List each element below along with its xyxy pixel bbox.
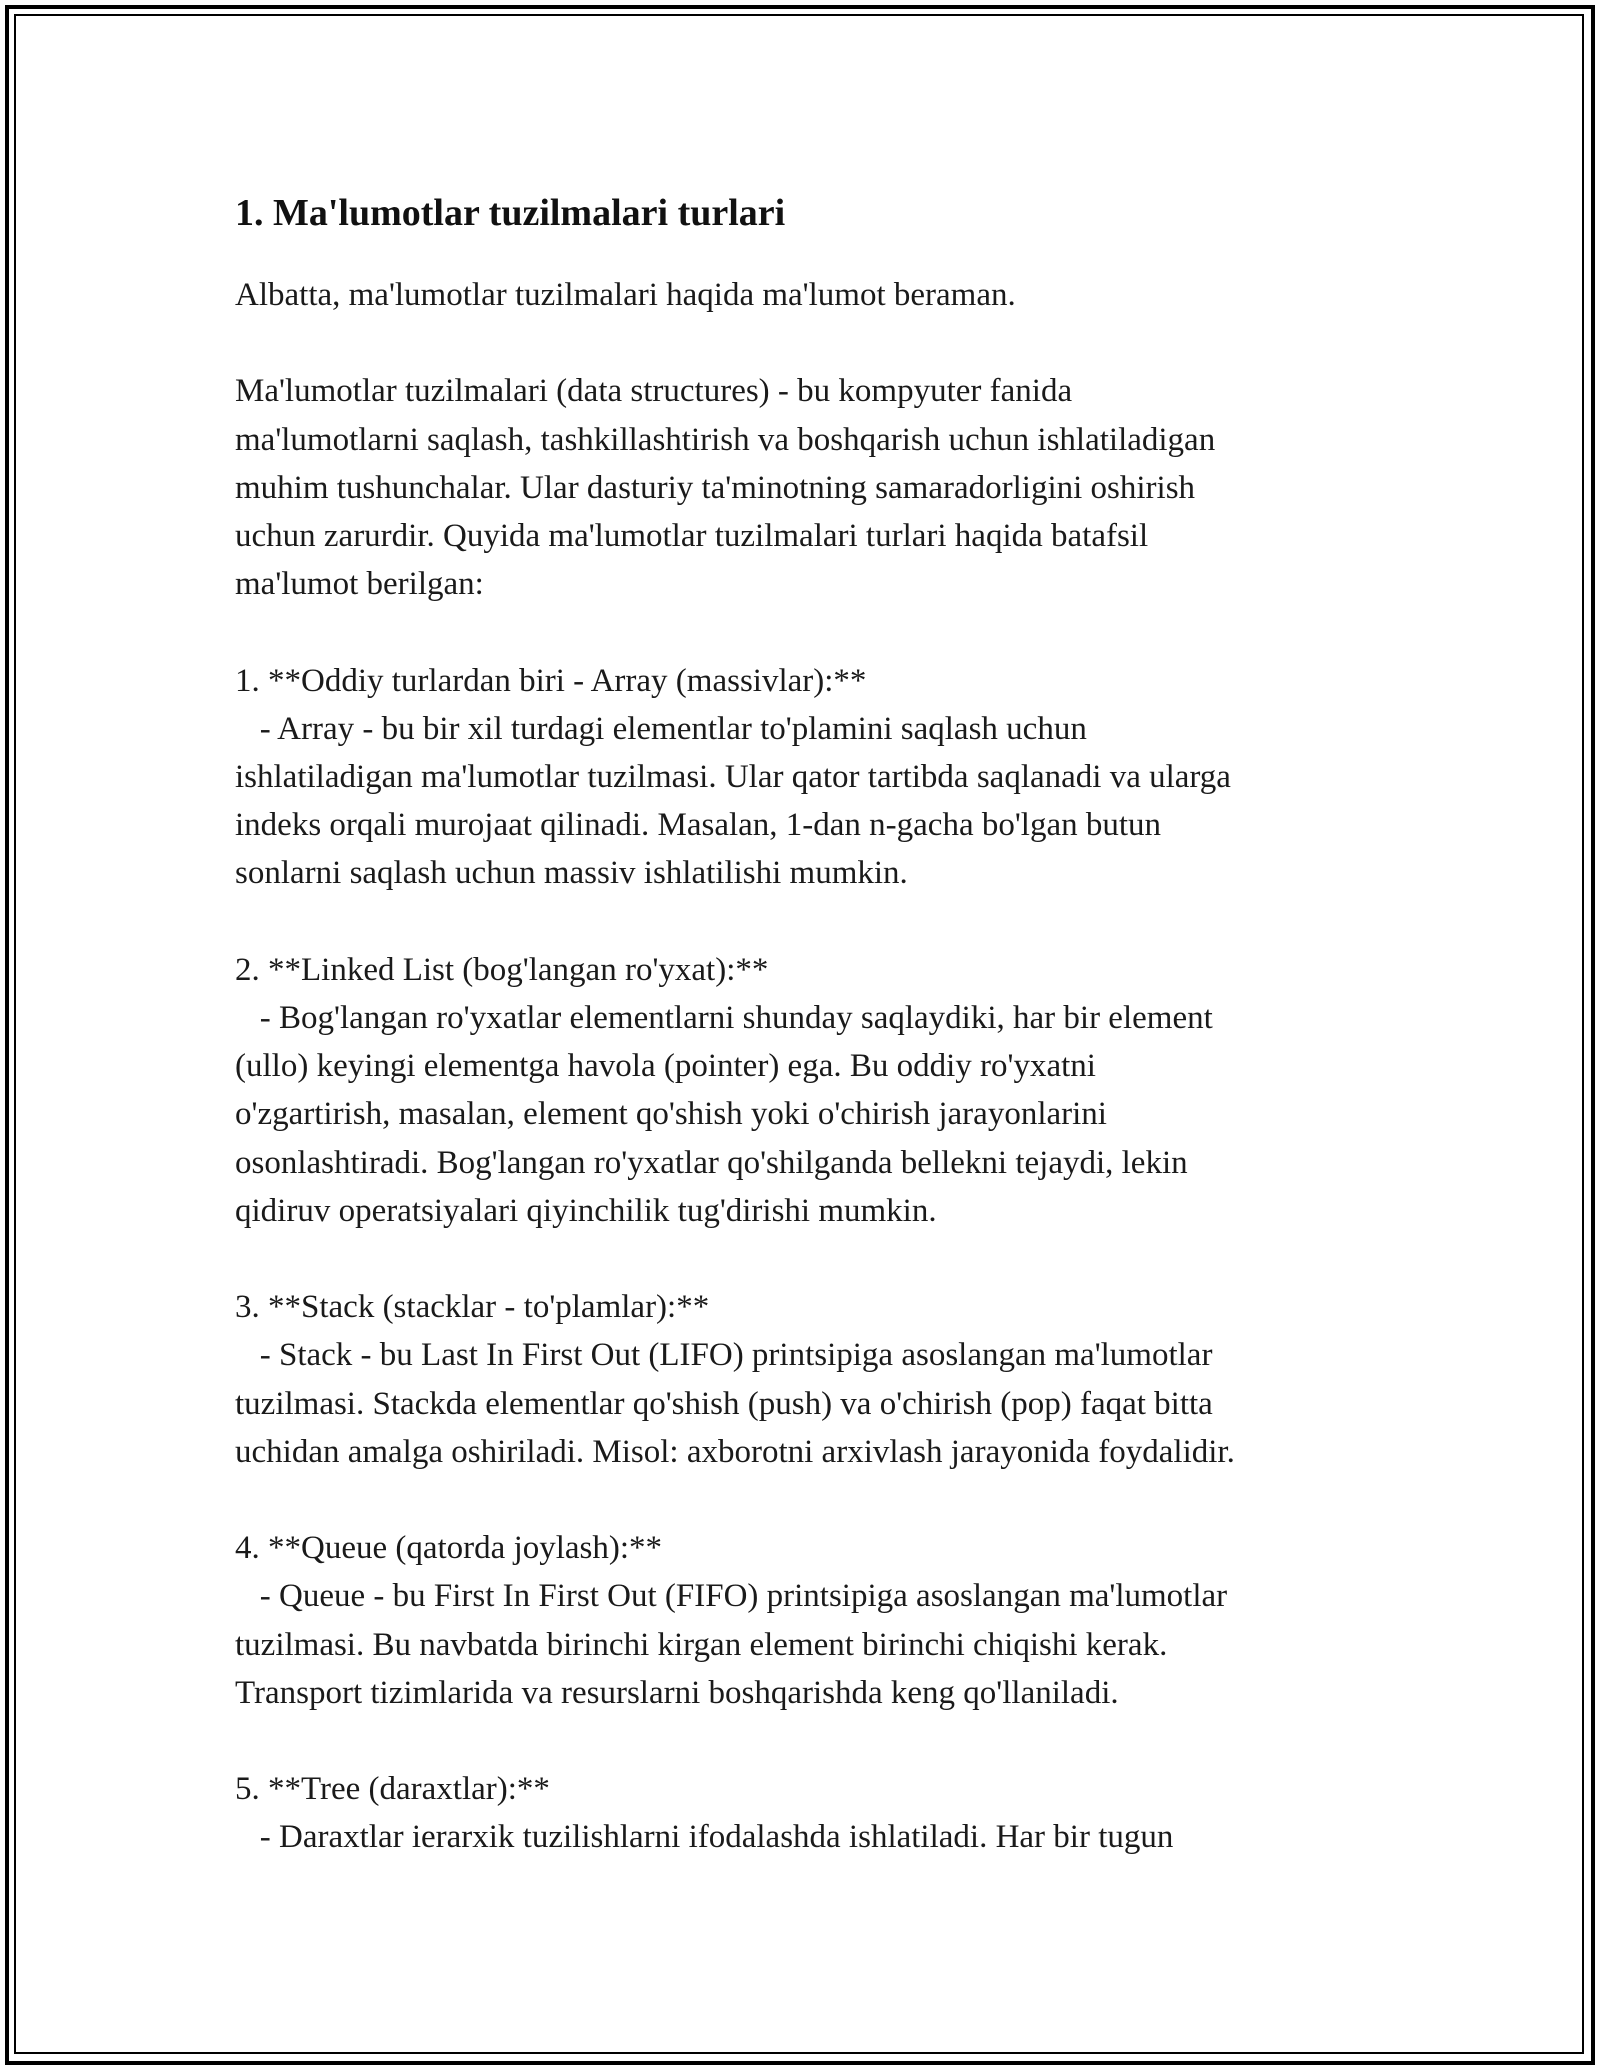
list-item-stack — [235, 1283, 1375, 1476]
paragraph-spacer — [235, 898, 1375, 946]
paragraph-spacer — [235, 608, 1375, 656]
list-item-body: - Stack - bu Last In First Out (LIFO) printsipiga asoslangan ma'lumotlar tuzilmasi. Stackda elementlar qo'shish (push) va o'chirish (pop) faqat bitta uchidan amalga oshiriladi. Misol: axborotni arxivlash jarayonida foydalidir. — [235, 1337, 1235, 1470]
intro-paragraph: Albatta, ma'lumotlar tuzilmalari haqida ma'lumot beraman. — [235, 277, 1016, 313]
list-item-body: - Bog'langan ro'yxatlar elementlarni shunday saqlaydiki, har bir element (ullo) keyingi elementga havola (pointer) ega. Bu oddiy ro'yxatni o'zgartirish, masalan, element qo'shish yoki o'chirish jarayonlarini osonlashtiradi. Bog'langan ro'yxatlar qo'shilganda bellekni tejaydi, lekin qidiruv operatsiyalari qiyinchilik tug'dirishi mumkin. — [235, 1000, 1213, 1229]
list-item-array — [235, 657, 1375, 898]
list-item-heading: 5. **Tree (daraxtlar):** — [235, 1771, 550, 1808]
paragraph-spacer — [235, 1235, 1375, 1283]
paragraph-spacer — [235, 1717, 1375, 1765]
overview-paragraph: Ma'lumotlar tuzilmalari (data structures) - bu kompyuter fanida ma'lumotlarni saqlash, tashkillashtirish va boshqarish uchun ishlatiladigan muhim tushunchalar. Ular dasturiy ta'minotning samaradorligini oshirish uchun zarurdir. Quyida ma'lumotlar tuzilmalari turlari haqida batafsil ma'lumot berilgan: — [235, 373, 1216, 603]
document-title: 1. Ma'lumotlar tuzilmalari turlari — [235, 192, 786, 234]
list-item-body: - Daraxtlar ierarxik tuzilishlarni ifodalashda ishlatiladi. Har bir tugun — [235, 1819, 1174, 1856]
list-item-heading: 3. **Stack (stacklar - to'plamlar):** — [235, 1289, 710, 1326]
paragraph-spacer — [235, 319, 1375, 367]
list-item-body: - Array - bu bir xil turdagi elementlar to'plamini saqlash uchun ishlatiladigan ma'lumotlar tuzilmasi. Ular qator tartibda saqlanadi va ularga indeks orqali murojaat qilinadi. Masalan, 1-dan n-gacha bo'lgan butun sonlarni saqlash uchun massiv ishlatilishi mumkin. — [235, 710, 1231, 892]
document-content — [235, 185, 1375, 1862]
list-item-heading: 1. **Oddiy turlardan biri - Array (massivlar):** — [235, 662, 867, 699]
list-item-queue — [235, 1524, 1375, 1717]
list-item-heading: 4. **Queue (qatorda joylash):** — [235, 1530, 663, 1567]
list-item-linked-list — [235, 946, 1375, 1235]
paragraph-spacer — [235, 1476, 1375, 1524]
list-item-body: - Queue - bu First In First Out (FIFO) printsipiga asoslangan ma'lumotlar tuzilmasi. Bu navbatda birinchi kirgan element birinchi chiqishi kerak. Transport tizimlarida va resurslarni boshqarishda keng qo'llaniladi. — [235, 1578, 1228, 1711]
list-item-tree — [235, 1765, 1375, 1861]
list-item-heading: 2. **Linked List (bog'langan ro'yxat):** — [235, 951, 769, 988]
